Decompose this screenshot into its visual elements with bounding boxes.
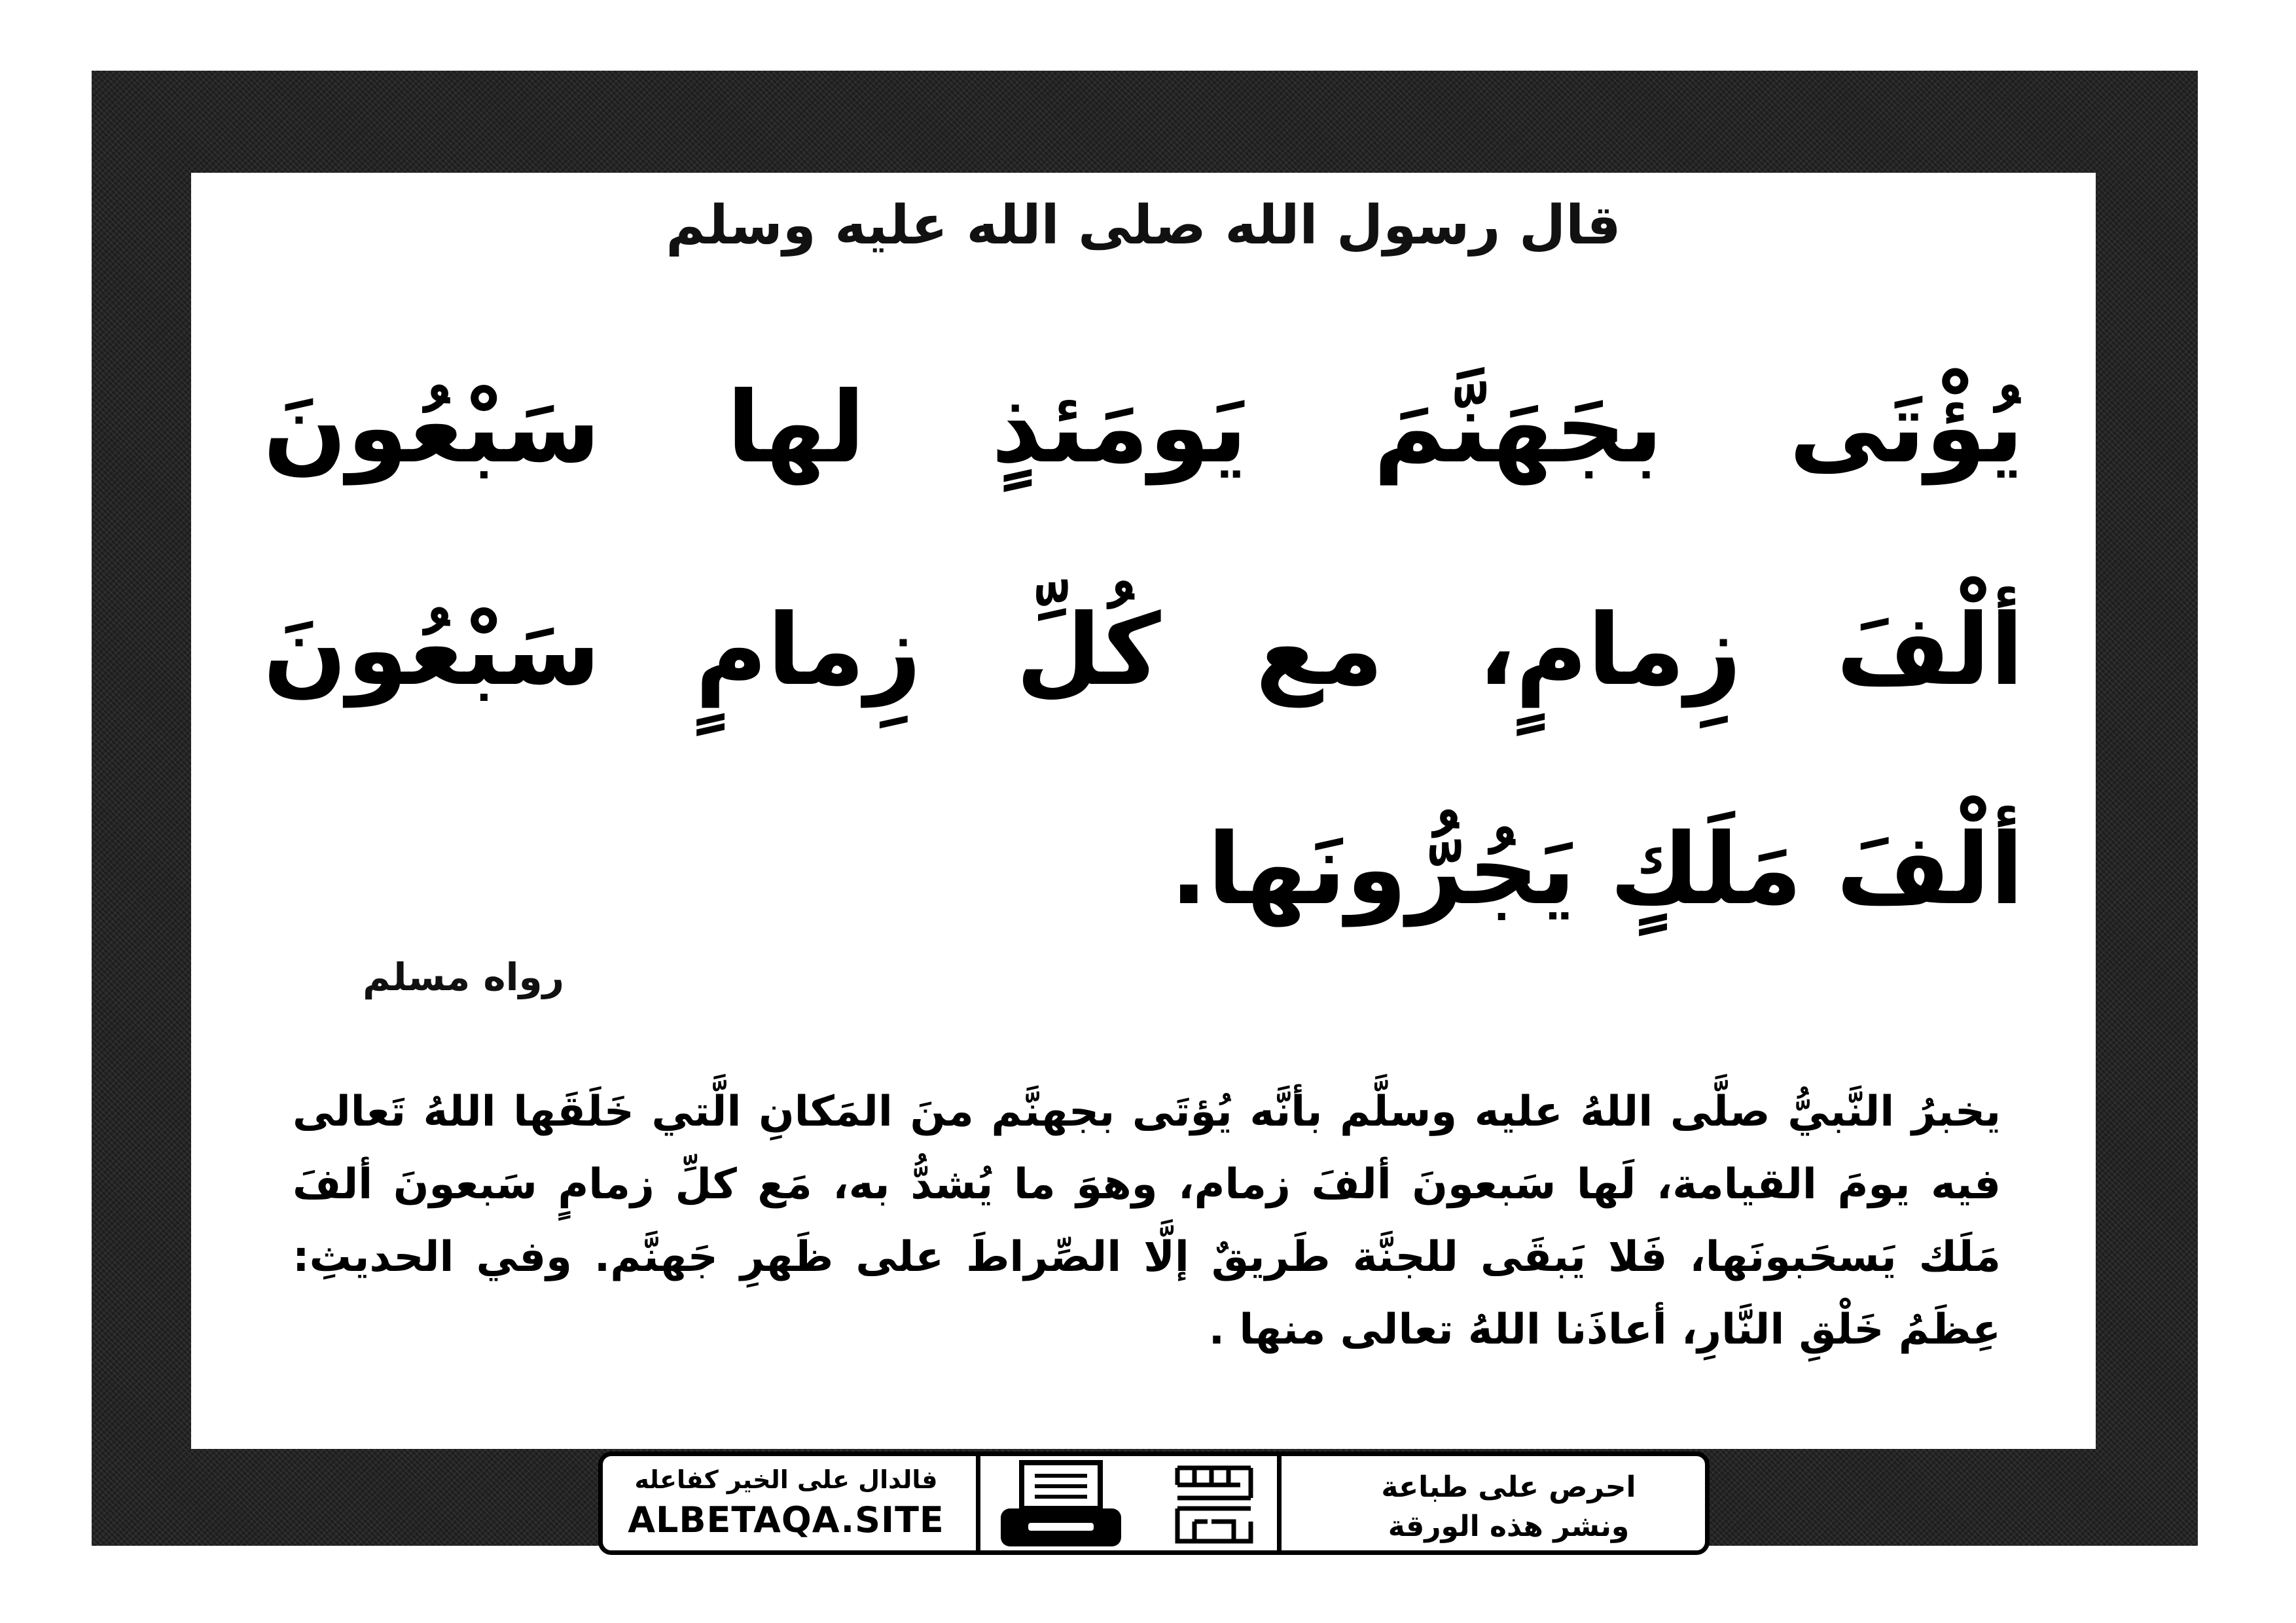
logo-mark: [1168, 1459, 1260, 1550]
footer-site-link[interactable]: ALBETAQA.SITE: [628, 1499, 944, 1541]
page-title: قال رسول الله صلى الله عليه وسلم: [666, 194, 1621, 257]
printer-icon: [996, 1460, 1126, 1550]
footer-call-line-2: ونشر هذه الورقة: [1388, 1510, 1630, 1543]
footer-call-to-action: [1338, 1468, 1679, 1546]
footer-box: [598, 1452, 1710, 1555]
hadith-line-1: يُؤْتَى بجَهَنَّمَ يَومَئذٍ لها سَبْعُونَ: [263, 371, 2024, 485]
explanation-paragraph: يخبرُ النَّبيُّ صلَّى اللهُ عليه وسلَّم بأنَّه يُؤتَى بجهنَّم منَ المَكانِ الَّتي خَلَقَها اللهُ تَعالى فيه يومَ القيامة، لَها سَبعونَ ألفَ زمام، وهوَ ما يُشدُّ به، مَع كلِّ زمامٍ سَبعونَ ألفَ مَلَك يَسحَبونَها، فَلا يَبقَى للجنَّة طَريقٌ إلَّا الصِّراطَ على ظَهرِ جَهنَّم. وفي الحديثِ: عِظَمُ خَلْقِ النَّارِ، أعاذَنا اللهُ تعالى منها .: [293, 1088, 2001, 1354]
footer-site-block: [622, 1465, 950, 1541]
hadith-line-3: ألْفَ مَلَكٍ يَجُرُّونَها.: [1170, 813, 2024, 927]
footer-divider-right: [1277, 1456, 1282, 1550]
narrator-credit: رواه مسلم: [363, 955, 564, 999]
footer-slogan: فالدال على الخير كفاعله: [634, 1465, 938, 1494]
footer-call-line-1: احرص على طباعة: [1381, 1471, 1636, 1504]
content-card: [191, 173, 2096, 1449]
hadith-line-2: ألْفَ زِمامٍ، مع كُلِّ زِمامٍ سَبْعُونَ: [263, 594, 2024, 707]
footer-divider-left: [976, 1456, 980, 1550]
